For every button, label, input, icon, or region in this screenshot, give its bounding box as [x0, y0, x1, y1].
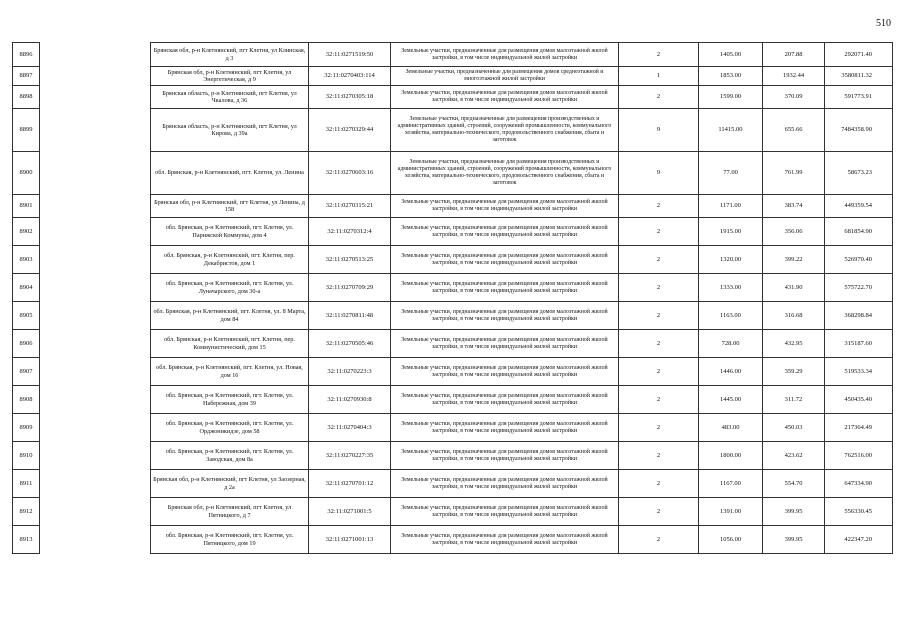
land-use-cell: Земельные участки, предназначенные для размещения домов малоэтажной жилой застройки, в том числе индивидуальной жилой застройки [391, 302, 619, 330]
rate-cell: 356.06 [763, 218, 825, 246]
rate-cell: 311.72 [763, 386, 825, 414]
value-cell: 647334.90 [825, 470, 893, 498]
value-cell: 292071.40 [825, 43, 893, 67]
cadastral-cell: 32:11:0270505:46 [309, 330, 391, 358]
rate-cell: 432.95 [763, 330, 825, 358]
row-number-row [13, 274, 40, 302]
rate-cell: 655.66 [763, 109, 825, 152]
area-cell: 77.00 [699, 152, 763, 195]
group-cell: 2 [619, 330, 699, 358]
area-cell: 1391.00 [699, 498, 763, 526]
rate-cell: 761.99 [763, 152, 825, 195]
table-row [151, 274, 893, 302]
land-use-cell: Земельные участки, предназначенные для размещения домов малоэтажной жилой застройки, в том числе индивидуальной жилой застройки [391, 246, 619, 274]
group-cell: 2 [619, 414, 699, 442]
address-cell: Брянская обл, р-н Клетнянский, пгт Клетня, ул Ленина, д 158 [151, 195, 309, 218]
address-cell: Брянская обл, р-н Клетнянский, пгт Клетня, ул Энергетическая, д 9 [151, 67, 309, 86]
value-cell: 422347.20 [825, 526, 893, 554]
rate-cell: 399.22 [763, 246, 825, 274]
land-use-cell: Земельные участки, предназначенные для размещения домов малоэтажной жилой застройки, в том числе индивидуальной жилой застройки [391, 498, 619, 526]
group-cell: 9 [619, 109, 699, 152]
row-number-row [13, 109, 40, 152]
value-cell: 681854.90 [825, 218, 893, 246]
address-cell: обл. Брянская, р-н Клетнянский, пгт. Клетня, пер. Коммунистический, дом 15 [151, 330, 309, 358]
value-cell: 3580811.32 [825, 67, 893, 86]
value-cell: 58673.23 [825, 152, 893, 195]
value-cell: 449359.54 [825, 195, 893, 218]
page-number: 510 [876, 18, 891, 29]
land-use-cell: Земельные участки, предназначенные для размещения домов малоэтажной жилой застройки, в том числе индивидуальной жилой застройки [391, 43, 619, 67]
row-number-row [13, 67, 40, 86]
group-cell: 2 [619, 43, 699, 67]
row-number-row [13, 358, 40, 386]
rate-cell: 316.68 [763, 302, 825, 330]
row-number-row [13, 152, 40, 195]
group-cell: 9 [619, 152, 699, 195]
area-cell: 1800.00 [699, 442, 763, 470]
group-cell: 2 [619, 358, 699, 386]
land-use-cell: Земельные участки, предназначенные для размещения домов среднеэтажной и многоэтажной жилой застройки [391, 67, 619, 86]
value-cell: 450435.40 [825, 386, 893, 414]
area-cell: 1167.00 [699, 470, 763, 498]
area-cell: 1599.00 [699, 86, 763, 109]
row-number-cell: 8896 [13, 43, 40, 67]
table-row [151, 498, 893, 526]
cadastral-cell: 32:11:0270227:35 [309, 442, 391, 470]
group-cell: 2 [619, 498, 699, 526]
row-number-row [13, 43, 40, 67]
row-number-cell: 8911 [13, 470, 40, 498]
group-cell: 2 [619, 386, 699, 414]
cadastral-cell: 32:11:0270811:48 [309, 302, 391, 330]
row-number-cell: 8898 [13, 86, 40, 109]
cadastral-cell: 32:11:0270404:3 [309, 414, 391, 442]
row-number-row [13, 526, 40, 554]
rate-cell: 383.74 [763, 195, 825, 218]
land-use-cell: Земельные участки, предназначенные для размещения домов малоэтажной жилой застройки, в том числе индивидуальной жилой застройки [391, 414, 619, 442]
row-number-row [13, 498, 40, 526]
area-cell: 1445.00 [699, 386, 763, 414]
address-cell: обл. Брянская, р-н Клетнянский, пгт. Клетня, ул. Орджоникидзе, дом 58 [151, 414, 309, 442]
group-cell: 2 [619, 470, 699, 498]
address-cell: Брянская обл, р-н Клетнянский, пгт Клетня, ул Клинская, д 3 [151, 43, 309, 67]
group-cell: 2 [619, 195, 699, 218]
address-cell: обл. Брянская, р-н Клетнянский, пгт. Клетня, ул. Ленина [151, 152, 309, 195]
land-use-cell: Земельные участки, предназначенные для размещения домов малоэтажной жилой застройки, в том числе индивидуальной жилой застройки [391, 526, 619, 554]
address-cell: обл. Брянская, р-н Клетнянский, пгт. Клетня, ул. Новая, дом 16 [151, 358, 309, 386]
value-cell: 7484358.90 [825, 109, 893, 152]
area-cell: 1446.00 [699, 358, 763, 386]
rate-cell: 554.70 [763, 470, 825, 498]
table-row [151, 442, 893, 470]
table-row [151, 470, 893, 498]
row-number-cell: 8902 [13, 218, 40, 246]
row-number-cell: 8908 [13, 386, 40, 414]
group-cell: 2 [619, 302, 699, 330]
address-cell: обл. Брянская, р-н Клетнянский, пгт. Клетня, ул. 8 Марта, дом 84 [151, 302, 309, 330]
cadastral-cell: 32:11:0270223:3 [309, 358, 391, 386]
rate-cell: 1932.44 [763, 67, 825, 86]
row-number-table [12, 42, 40, 554]
table-row [151, 195, 893, 218]
address-cell: Брянская обл, р-н Клетнянский, пгт Клетня, ул Пятницкого, д 7 [151, 498, 309, 526]
rate-cell: 450.03 [763, 414, 825, 442]
area-cell: 728.00 [699, 330, 763, 358]
row-number-row [13, 302, 40, 330]
group-cell: 1 [619, 67, 699, 86]
address-cell: обл. Брянская, р-н Клетнянский, пгт. Клетня, ул. Парижской Коммуны, дом 4 [151, 218, 309, 246]
address-cell: обл. Брянская, р-н Клетнянский, пгт. Клетня, ул. Пятницкого, дом 19 [151, 526, 309, 554]
row-number-cell: 8897 [13, 67, 40, 86]
table-row [151, 67, 893, 86]
address-cell: обл. Брянская, р-н Клетнянский, пгт. Клетня, пер. Декабристов, дом 1 [151, 246, 309, 274]
area-cell: 11415.00 [699, 109, 763, 152]
rate-cell: 370.09 [763, 86, 825, 109]
row-number-row [13, 330, 40, 358]
table-row [151, 43, 893, 67]
land-use-cell: Земельные участки, предназначенные для размещения производственных и административных зданий, строений, сооружений промышленности, коммунального хозяйства, материально-технического, продовольственного снабжения, сбыта и заготовок [391, 109, 619, 152]
row-number-row [13, 470, 40, 498]
group-cell: 2 [619, 86, 699, 109]
rate-cell: 207.88 [763, 43, 825, 67]
cadastral-table [150, 42, 893, 554]
cadastral-cell: 32:11:0270403:114 [309, 67, 391, 86]
cadastral-cell: 32:11:0270930:8 [309, 386, 391, 414]
area-cell: 1405.00 [699, 43, 763, 67]
rate-cell: 399.95 [763, 526, 825, 554]
land-use-cell: Земельные участки, предназначенные для размещения домов малоэтажной жилой застройки, в том числе индивидуальной жилой застройки [391, 442, 619, 470]
land-use-cell: Земельные участки, предназначенные для размещения домов малоэтажной жилой застройки, в том числе индивидуальной жилой застройки [391, 358, 619, 386]
row-number-cell: 8910 [13, 442, 40, 470]
area-cell: 1056.00 [699, 526, 763, 554]
row-number-cell: 8899 [13, 109, 40, 152]
table-row [151, 302, 893, 330]
row-number-cell: 8901 [13, 195, 40, 218]
row-number-row [13, 442, 40, 470]
land-use-cell: Земельные участки, предназначенные для размещения производственных и административных зданий, строений, сооружений промышленности, коммунального хозяйства, материально-технического, продовольственного снабжения, сбыта и заготовок [391, 152, 619, 195]
row-number-row [13, 86, 40, 109]
value-cell: 762516.00 [825, 442, 893, 470]
value-cell: 217364.49 [825, 414, 893, 442]
row-number-cell: 8912 [13, 498, 40, 526]
area-cell: 1915.00 [699, 218, 763, 246]
address-cell: обл. Брянская, р-н Клетнянский, пгт. Клетня, ул. Заводская, дом 8а [151, 442, 309, 470]
cadastral-cell: 32:11:0271519:50 [309, 43, 391, 67]
table-row [151, 414, 893, 442]
row-number-cell: 8906 [13, 330, 40, 358]
area-cell: 1333.00 [699, 274, 763, 302]
area-cell: 483.00 [699, 414, 763, 442]
cadastral-cell: 32:11:0270315:21 [309, 195, 391, 218]
row-number-cell: 8903 [13, 246, 40, 274]
cadastral-cell: 32:11:0270305:18 [309, 86, 391, 109]
table-row [151, 358, 893, 386]
land-use-cell: Земельные участки, предназначенные для размещения домов малоэтажной жилой застройки, в том числе индивидуальной жилой застройки [391, 330, 619, 358]
row-number-cell: 8900 [13, 152, 40, 195]
row-number-cell: 8909 [13, 414, 40, 442]
rate-cell: 399.95 [763, 498, 825, 526]
group-cell: 2 [619, 526, 699, 554]
cadastral-cell: 32:11:0270701:12 [309, 470, 391, 498]
value-cell: 591773.91 [825, 86, 893, 109]
row-number-row [13, 195, 40, 218]
value-cell: 575722.70 [825, 274, 893, 302]
area-cell: 1171.00 [699, 195, 763, 218]
table-row [151, 152, 893, 195]
land-use-cell: Земельные участки, предназначенные для размещения домов малоэтажной жилой застройки, в том числе индивидуальной жилой застройки [391, 386, 619, 414]
table-row [151, 330, 893, 358]
row-number-cell: 8905 [13, 302, 40, 330]
land-use-cell: Земельные участки, предназначенные для размещения домов малоэтажной жилой застройки, в том числе индивидуальной жилой застройки [391, 195, 619, 218]
cadastral-cell: 32:11:0270329:44 [309, 109, 391, 152]
group-cell: 2 [619, 274, 699, 302]
cadastral-cell: 32:11:0271001:5 [309, 498, 391, 526]
land-use-cell: Земельные участки, предназначенные для размещения домов малоэтажной жилой застройки, в том числе индивидуальной жилой застройки [391, 274, 619, 302]
row-number-cell: 8913 [13, 526, 40, 554]
row-number-row [13, 246, 40, 274]
cadastral-cell: 32:11:0270513:25 [309, 246, 391, 274]
cadastral-cell: 32:11:0270709:29 [309, 274, 391, 302]
cadastral-cell: 32:11:0270603:16 [309, 152, 391, 195]
address-cell: Брянская область, р-н Клетнянский, пгт Клетня, ул Чкалова, д 36 [151, 86, 309, 109]
land-use-cell: Земельные участки, предназначенные для размещения домов малоэтажной жилой застройки, в том числе индивидуальной жилой застройки [391, 86, 619, 109]
land-use-cell: Земельные участки, предназначенные для размещения домов малоэтажной жилой застройки, в том числе индивидуальной жилой застройки [391, 470, 619, 498]
table-row [151, 109, 893, 152]
table-row [151, 526, 893, 554]
row-number-cell: 8907 [13, 358, 40, 386]
area-cell: 1853.00 [699, 67, 763, 86]
cadastral-cell: 32:11:0271001:13 [309, 526, 391, 554]
rate-cell: 423.62 [763, 442, 825, 470]
address-cell: Брянская область, р-н Клетнянский, пгт Клетня, ул Кирова, д 39а [151, 109, 309, 152]
table-row [151, 386, 893, 414]
area-cell: 1320.00 [699, 246, 763, 274]
rate-cell: 431.90 [763, 274, 825, 302]
table-row [151, 218, 893, 246]
row-number-row [13, 218, 40, 246]
value-cell: 368298.84 [825, 302, 893, 330]
rate-cell: 359.29 [763, 358, 825, 386]
address-cell: обл. Брянская, р-н Клетнянский, пгт. Клетня, ул. Набережная, дом 39 [151, 386, 309, 414]
group-cell: 2 [619, 442, 699, 470]
value-cell: 315187.60 [825, 330, 893, 358]
address-cell: Брянская обл, р-н Клетнянский, пгт Клетня, ул Заозерная, д 2а [151, 470, 309, 498]
row-number-row [13, 386, 40, 414]
land-use-cell: Земельные участки, предназначенные для размещения домов малоэтажной жилой застройки, в том числе индивидуальной жилой застройки [391, 218, 619, 246]
table-row [151, 86, 893, 109]
cadastral-cell: 32:11:0270312:4 [309, 218, 391, 246]
value-cell: 556330.45 [825, 498, 893, 526]
value-cell: 519533.34 [825, 358, 893, 386]
table-row [151, 246, 893, 274]
area-cell: 1163.00 [699, 302, 763, 330]
row-number-cell: 8904 [13, 274, 40, 302]
group-cell: 2 [619, 246, 699, 274]
address-cell: обл. Брянская, р-н Клетнянский, пгт. Клетня, ул. Луначарского, дом 30-а [151, 274, 309, 302]
row-number-row [13, 414, 40, 442]
group-cell: 2 [619, 218, 699, 246]
value-cell: 526970.40 [825, 246, 893, 274]
